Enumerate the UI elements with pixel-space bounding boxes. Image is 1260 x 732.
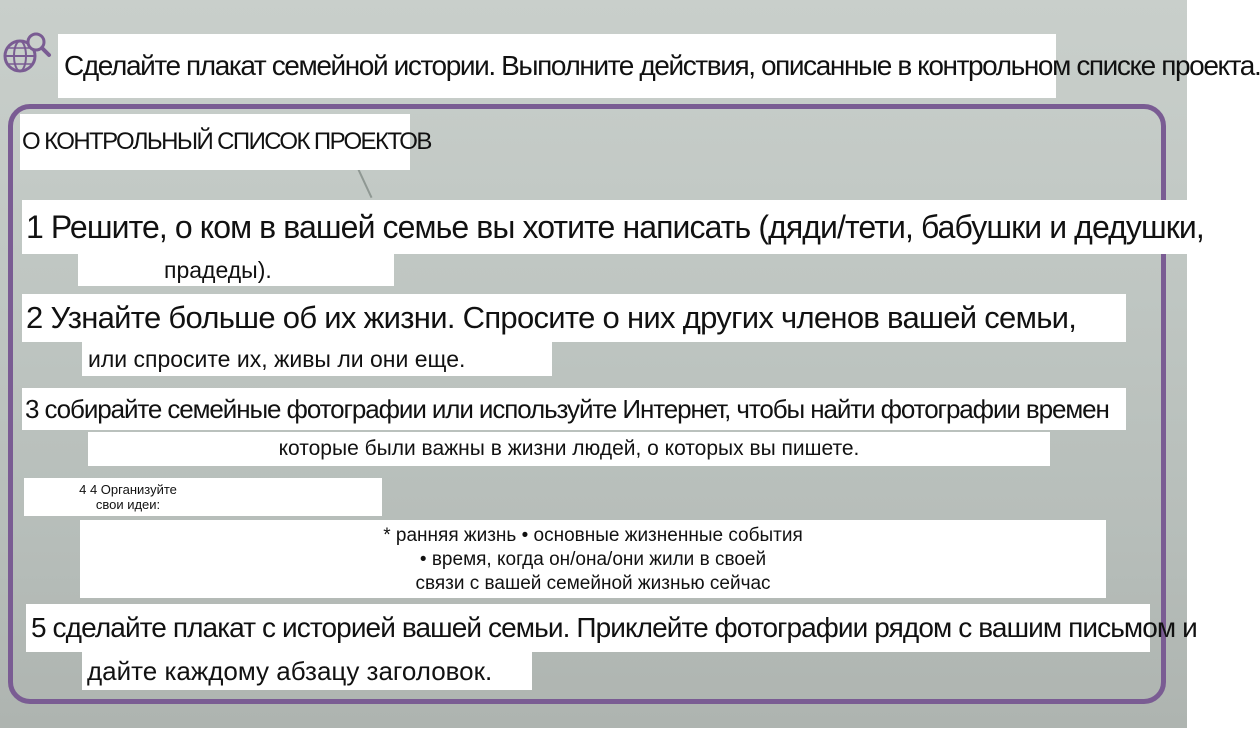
globe-search-icon bbox=[0, 30, 52, 78]
step-2-line-2: или спросите их, живы ли они еще. bbox=[82, 342, 552, 376]
step-4-line-2: свои идеи: bbox=[95, 497, 161, 512]
step-3-line-2: которые были важны в жизни людей, о которых вы пишете. bbox=[88, 432, 1050, 466]
checklist-heading: О КОНТРОЛЬНЫЙ СПИСОК ПРОЕКТОВ bbox=[20, 114, 410, 170]
bullet-line-1: * ранняя жизнь • основные жизненные события bbox=[383, 525, 803, 546]
bullet-line-2: • время, когда он/она/они жили в своей bbox=[419, 549, 767, 570]
bullet-line-3: связи с вашей семейной жизнью сейчас bbox=[415, 573, 771, 594]
step-4-bullets bbox=[80, 520, 1106, 598]
step-1-line-1: 1 Решите, о ком в вашей семье вы хотите написать (дяди/тети, бабушки и дедушки, bbox=[22, 200, 1188, 254]
step-4-label bbox=[24, 478, 382, 516]
step-4-line-1: 4 4 Организуйте bbox=[79, 482, 177, 497]
step-1-line-2: прадеды). bbox=[78, 254, 394, 286]
step-3-line-1: 3 собирайте семейные фотографии или используйте Интернет, чтобы найти фотографии времен bbox=[22, 388, 1126, 430]
step-2-line-1: 2 Узнайте больше об их жизни. Спросите о них других членов вашей семьи, bbox=[22, 294, 1126, 342]
step-5-line-1: 5 сделайте плакат с историей вашей семьи. Приклейте фотографии рядом с вашим письмом и bbox=[26, 604, 1150, 652]
step-5-line-2: дайте каждому абзацу заголовок. bbox=[82, 652, 532, 690]
page-title: Сделайте плакат семейной истории. Выполните действия, описанные в контрольном списке проекта. bbox=[58, 34, 1056, 98]
